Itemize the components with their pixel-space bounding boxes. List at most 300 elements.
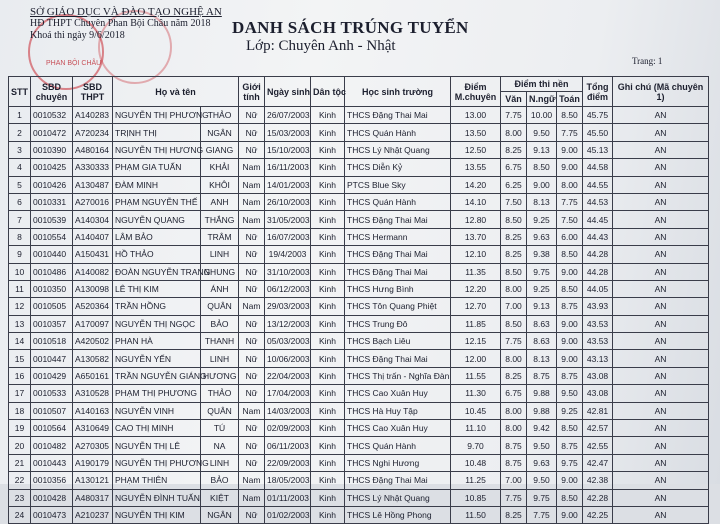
row-van: 7.75	[501, 333, 527, 350]
row-diem-chuyen: 11.50	[451, 506, 501, 523]
row-ethnic: Kinh	[311, 472, 345, 489]
row-van: 8.25	[501, 367, 527, 384]
row-stt: 18	[9, 402, 31, 419]
row-school: THCS Lý Nhật Quang	[345, 141, 451, 158]
row-first-name: THANH	[201, 333, 239, 350]
row-last-name: HỒ THẢO	[113, 246, 201, 263]
row-toan: 9.00	[557, 315, 583, 332]
table-row	[9, 420, 709, 437]
row-ngoai-ngu: 9.75	[527, 263, 557, 280]
table-row	[9, 333, 709, 350]
row-diem-chuyen: 12.10	[451, 246, 501, 263]
results-table	[8, 76, 709, 524]
row-ethnic: Kinh	[311, 107, 345, 124]
row-stt: 10	[9, 263, 31, 280]
row-gender: Nam	[239, 211, 265, 228]
row-stt: 20	[9, 437, 31, 454]
row-dob: 31/10/2003	[265, 263, 311, 280]
row-ethnic: Kinh	[311, 280, 345, 297]
row-gender: Nữ	[239, 385, 265, 402]
row-sbd-thpt: A130582	[73, 350, 113, 367]
row-sbd-chuyen: 0010539	[31, 211, 73, 228]
row-sbd-thpt: A720234	[73, 124, 113, 141]
row-last-name: NGUYỄN THỊ PHƯƠNG	[113, 454, 201, 471]
row-first-name: LINH	[201, 454, 239, 471]
row-sbd-thpt: A140163	[73, 402, 113, 419]
table-row	[9, 298, 709, 315]
row-last-name: NGUYỄN QUANG	[113, 211, 201, 228]
row-note: AN	[613, 228, 709, 245]
row-sbd-thpt: A140283	[73, 107, 113, 124]
header-toan: Toán	[557, 92, 583, 107]
header-van: Văn	[501, 92, 527, 107]
row-toan: 9.00	[557, 333, 583, 350]
row-ethnic: Kinh	[311, 333, 345, 350]
row-stt: 3	[9, 141, 31, 158]
row-first-name: KHÔI	[201, 176, 239, 193]
row-diem-chuyen: 13.70	[451, 228, 501, 245]
row-dob: 26/10/2003	[265, 193, 311, 210]
header-ethnic: Dân tộc	[311, 77, 345, 107]
row-ethnic: Kinh	[311, 454, 345, 471]
row-first-name: NGÂN	[201, 124, 239, 141]
row-diem-chuyen: 11.35	[451, 263, 501, 280]
row-toan: 8.50	[557, 420, 583, 437]
row-toan: 9.00	[557, 159, 583, 176]
header-diem-thi-nen: Điểm thi nền	[501, 77, 583, 92]
row-gender: Nam	[239, 298, 265, 315]
row-note: AN	[613, 385, 709, 402]
row-stt: 4	[9, 159, 31, 176]
row-tong: 42.81	[583, 402, 613, 419]
table-row	[9, 124, 709, 141]
row-toan: 7.75	[557, 193, 583, 210]
row-sbd-chuyen: 0010447	[31, 350, 73, 367]
row-van: 8.25	[501, 506, 527, 523]
row-school: THCS Lê Hồng Phong	[345, 506, 451, 523]
table-row	[9, 246, 709, 263]
row-gender: Nam	[239, 159, 265, 176]
row-dob: 13/12/2003	[265, 315, 311, 332]
row-note: AN	[613, 367, 709, 384]
row-sbd-chuyen: 0010554	[31, 228, 73, 245]
row-diem-chuyen: 12.70	[451, 298, 501, 315]
department-name: SỞ GIÁO DỤC VÀ ĐÀO TẠO NGHỆ AN	[30, 6, 222, 18]
row-dob: 15/03/2003	[265, 124, 311, 141]
row-diem-chuyen: 10.45	[451, 402, 501, 419]
row-sbd-thpt: A210237	[73, 506, 113, 523]
row-diem-chuyen: 12.15	[451, 333, 501, 350]
row-dob: 18/05/2003	[265, 472, 311, 489]
row-sbd-thpt: A330333	[73, 159, 113, 176]
row-sbd-thpt: A140407	[73, 228, 113, 245]
row-sbd-chuyen: 0010518	[31, 333, 73, 350]
row-first-name: QUÂN	[201, 402, 239, 419]
table-row	[9, 402, 709, 419]
row-gender: Nữ	[239, 280, 265, 297]
row-note: AN	[613, 333, 709, 350]
row-note: AN	[613, 263, 709, 280]
row-dob: 19/4/2003	[265, 246, 311, 263]
row-ngoai-ngu: 9.25	[527, 211, 557, 228]
row-school: THCS Quán Hành	[345, 437, 451, 454]
row-dob: 02/09/2003	[265, 420, 311, 437]
row-ethnic: Kinh	[311, 176, 345, 193]
table-row	[9, 263, 709, 280]
row-school: THCS Diễn Kỷ	[345, 159, 451, 176]
row-school: THCS Đặng Thai Mai	[345, 350, 451, 367]
row-note: AN	[613, 124, 709, 141]
row-gender: Nữ	[239, 246, 265, 263]
table-row	[9, 350, 709, 367]
row-gender: Nam	[239, 489, 265, 506]
row-note: AN	[613, 159, 709, 176]
row-note: AN	[613, 315, 709, 332]
row-last-name: LÊ THỊ KIM	[113, 280, 201, 297]
row-note: AN	[613, 402, 709, 419]
header-note: Ghi chú (Mã chuyên 1)	[613, 77, 709, 107]
row-van: 8.25	[501, 141, 527, 158]
row-note: AN	[613, 437, 709, 454]
row-note: AN	[613, 420, 709, 437]
row-toan: 6.00	[557, 228, 583, 245]
row-first-name: GIANG	[201, 141, 239, 158]
row-ngoai-ngu: 9.88	[527, 385, 557, 402]
row-ngoai-ngu: 8.63	[527, 315, 557, 332]
row-ethnic: Kinh	[311, 211, 345, 228]
row-sbd-thpt: A150431	[73, 246, 113, 263]
row-dob: 14/03/2003	[265, 402, 311, 419]
header-sbd-chuyen: SBD chuyên	[31, 77, 73, 107]
row-gender: Nữ	[239, 107, 265, 124]
row-tong: 44.28	[583, 263, 613, 280]
table-row	[9, 489, 709, 506]
row-van: 8.50	[501, 315, 527, 332]
row-ngoai-ngu: 7.75	[527, 506, 557, 523]
row-toan: 8.50	[557, 246, 583, 263]
row-dob: 06/12/2003	[265, 280, 311, 297]
row-van: 8.00	[501, 280, 527, 297]
row-ethnic: Kinh	[311, 246, 345, 263]
row-last-name: PHẠM THIÊN	[113, 472, 201, 489]
row-toan: 9.00	[557, 141, 583, 158]
row-tong: 43.13	[583, 350, 613, 367]
row-van: 8.25	[501, 228, 527, 245]
row-first-name: NGÂN	[201, 506, 239, 523]
row-diem-chuyen: 11.85	[451, 315, 501, 332]
row-first-name: BẢO	[201, 315, 239, 332]
row-school: PTCS Blue Sky	[345, 176, 451, 193]
table-row	[9, 141, 709, 158]
row-gender: Nam	[239, 176, 265, 193]
row-ethnic: Kinh	[311, 298, 345, 315]
table-row	[9, 159, 709, 176]
row-sbd-thpt: A140082	[73, 263, 113, 280]
row-ethnic: Kinh	[311, 350, 345, 367]
row-sbd-chuyen: 0010533	[31, 385, 73, 402]
table-row	[9, 437, 709, 454]
row-ngoai-ngu: 9.13	[527, 298, 557, 315]
table-row	[9, 228, 709, 245]
row-sbd-thpt: A270016	[73, 193, 113, 210]
row-last-name: NGUYỄN VINH	[113, 402, 201, 419]
row-sbd-chuyen: 0010472	[31, 124, 73, 141]
row-ngoai-ngu: 9.25	[527, 280, 557, 297]
row-sbd-thpt: A520364	[73, 298, 113, 315]
row-ngoai-ngu: 8.13	[527, 193, 557, 210]
row-last-name: NGUYỄN THỊ KIM	[113, 506, 201, 523]
row-last-name: TRỊNH THỊ	[113, 124, 201, 141]
row-school: THCS Đặng Thai Mai	[345, 211, 451, 228]
row-diem-chuyen: 14.10	[451, 193, 501, 210]
row-sbd-chuyen: 0010429	[31, 367, 73, 384]
row-gender: Nữ	[239, 420, 265, 437]
row-school: THCS Đặng Thai Mai	[345, 263, 451, 280]
row-toan: 8.00	[557, 176, 583, 193]
row-tong: 44.53	[583, 193, 613, 210]
row-diem-chuyen: 13.00	[451, 107, 501, 124]
row-gender: Nam	[239, 472, 265, 489]
row-ethnic: Kinh	[311, 437, 345, 454]
row-ngoai-ngu: 8.13	[527, 350, 557, 367]
row-note: AN	[613, 176, 709, 193]
row-tong: 42.57	[583, 420, 613, 437]
row-toan: 9.75	[557, 454, 583, 471]
row-toan: 8.75	[557, 367, 583, 384]
row-school: THCS Nghi Hương	[345, 454, 451, 471]
row-dob: 31/05/2003	[265, 211, 311, 228]
table-row	[9, 107, 709, 124]
row-school: THCS Thị trấn - Nghĩa Đàn	[345, 367, 451, 384]
row-dob: 26/07/2003	[265, 107, 311, 124]
row-tong: 43.08	[583, 367, 613, 384]
row-sbd-chuyen: 0010426	[31, 176, 73, 193]
row-stt: 7	[9, 211, 31, 228]
row-van: 8.75	[501, 437, 527, 454]
row-gender: Nữ	[239, 228, 265, 245]
row-school: THCS Cao Xuân Huy	[345, 385, 451, 402]
row-note: AN	[613, 193, 709, 210]
row-ngoai-ngu: 9.13	[527, 141, 557, 158]
row-tong: 44.43	[583, 228, 613, 245]
header-ngoai-ngu: N.ngữ	[527, 92, 557, 107]
class-subtitle: Lớp: Chuyên Anh - Nhật	[246, 38, 396, 54]
row-stt: 2	[9, 124, 31, 141]
exam-date: Khoá thi ngày 9/6/2018	[30, 30, 125, 41]
row-van: 8.00	[501, 124, 527, 141]
row-diem-chuyen: 14.20	[451, 176, 501, 193]
row-first-name: NHUNG	[201, 263, 239, 280]
row-stt: 17	[9, 385, 31, 402]
row-diem-chuyen: 11.55	[451, 367, 501, 384]
table-row	[9, 193, 709, 210]
row-ngoai-ngu: 9.00	[527, 176, 557, 193]
row-note: AN	[613, 141, 709, 158]
row-ngoai-ngu: 9.88	[527, 402, 557, 419]
row-sbd-thpt: A480317	[73, 489, 113, 506]
row-sbd-thpt: A420502	[73, 333, 113, 350]
document-header	[30, 6, 222, 42]
row-dob: 29/03/2003	[265, 298, 311, 315]
table-row	[9, 211, 709, 228]
row-sbd-chuyen: 0010443	[31, 454, 73, 471]
row-toan: 8.75	[557, 437, 583, 454]
row-stt: 11	[9, 280, 31, 297]
row-toan: 8.50	[557, 489, 583, 506]
row-gender: Nữ	[239, 315, 265, 332]
row-ethnic: Kinh	[311, 402, 345, 419]
row-stt: 9	[9, 246, 31, 263]
row-tong: 42.38	[583, 472, 613, 489]
row-first-name: HƯƠNG	[201, 367, 239, 384]
row-van: 6.75	[501, 159, 527, 176]
row-ngoai-ngu: 9.42	[527, 420, 557, 437]
row-stt: 1	[9, 107, 31, 124]
row-tong: 43.08	[583, 385, 613, 402]
row-sbd-chuyen: 0010532	[31, 107, 73, 124]
row-stt: 23	[9, 489, 31, 506]
row-tong: 43.93	[583, 298, 613, 315]
row-sbd-chuyen: 0010473	[31, 506, 73, 523]
row-school: THCS Đặng Thai Mai	[345, 472, 451, 489]
row-sbd-chuyen: 0010440	[31, 246, 73, 263]
row-ethnic: Kinh	[311, 315, 345, 332]
row-last-name: CAO THỊ MINH	[113, 420, 201, 437]
row-last-name: LÂM BẢO	[113, 228, 201, 245]
row-ethnic: Kinh	[311, 506, 345, 523]
row-first-name: ÁNH	[201, 280, 239, 297]
row-dob: 06/11/2003	[265, 437, 311, 454]
row-stt: 24	[9, 506, 31, 523]
row-tong: 43.53	[583, 315, 613, 332]
table-row	[9, 176, 709, 193]
row-tong: 42.25	[583, 506, 613, 523]
row-last-name: NGUYỄN THỊ NGỌC	[113, 315, 201, 332]
council-name: HĐ THPT Chuyên Phan Bội Châu năm 2018	[30, 18, 211, 29]
header-diem-chuyen: Điểm M.chuyên	[451, 77, 501, 107]
row-diem-chuyen: 11.10	[451, 420, 501, 437]
row-school: THCS Hà Huy Tập	[345, 402, 451, 419]
row-first-name: THẢO	[201, 385, 239, 402]
row-ethnic: Kinh	[311, 141, 345, 158]
row-note: AN	[613, 472, 709, 489]
row-ethnic: Kinh	[311, 263, 345, 280]
row-sbd-thpt: A270305	[73, 437, 113, 454]
row-toan: 9.00	[557, 263, 583, 280]
row-school: THCS Bạch Liêu	[345, 333, 451, 350]
row-gender: Nữ	[239, 350, 265, 367]
row-school: THCS Quán Hành	[345, 193, 451, 210]
header-school: Học sinh trường	[345, 77, 451, 107]
row-toan: 9.25	[557, 402, 583, 419]
row-gender: Nữ	[239, 437, 265, 454]
row-stt: 6	[9, 193, 31, 210]
row-tong: 45.50	[583, 124, 613, 141]
row-ethnic: Kinh	[311, 420, 345, 437]
row-toan: 9.50	[557, 385, 583, 402]
row-last-name: NGUYỄN ĐÌNH TUẤN	[113, 489, 201, 506]
row-sbd-thpt: A650161	[73, 367, 113, 384]
row-sbd-chuyen: 0010390	[31, 141, 73, 158]
row-ngoai-ngu: 9.63	[527, 228, 557, 245]
row-dob: 01/11/2003	[265, 489, 311, 506]
row-first-name: TRÂM	[201, 228, 239, 245]
row-school: THCS Cao Xuân Huy	[345, 420, 451, 437]
row-diem-chuyen: 9.70	[451, 437, 501, 454]
row-gender: Nữ	[239, 367, 265, 384]
row-last-name: ĐÀM MINH	[113, 176, 201, 193]
row-gender: Nam	[239, 193, 265, 210]
row-note: AN	[613, 506, 709, 523]
row-diem-chuyen: 10.85	[451, 489, 501, 506]
row-ngoai-ngu: 8.75	[527, 367, 557, 384]
row-dob: 05/03/2003	[265, 333, 311, 350]
row-school: THCS Hưng Bình	[345, 280, 451, 297]
row-tong: 43.53	[583, 333, 613, 350]
row-sbd-chuyen: 0010428	[31, 489, 73, 506]
row-tong: 42.55	[583, 437, 613, 454]
header-name: Họ và tên	[113, 77, 239, 107]
row-sbd-thpt: A130121	[73, 472, 113, 489]
row-dob: 01/02/2003	[265, 506, 311, 523]
stamp-text: PHAN BỘI CHÂU	[46, 60, 102, 67]
row-last-name: NGUYỄN THỊ HƯƠNG	[113, 141, 201, 158]
row-diem-chuyen: 12.00	[451, 350, 501, 367]
row-first-name: BẢO	[201, 472, 239, 489]
row-gender: Nữ	[239, 506, 265, 523]
row-stt: 21	[9, 454, 31, 471]
row-note: AN	[613, 211, 709, 228]
row-ethnic: Kinh	[311, 124, 345, 141]
row-diem-chuyen: 12.50	[451, 141, 501, 158]
row-sbd-thpt: A130098	[73, 280, 113, 297]
row-note: AN	[613, 350, 709, 367]
row-stt: 5	[9, 176, 31, 193]
row-sbd-chuyen: 0010357	[31, 315, 73, 332]
row-stt: 15	[9, 350, 31, 367]
row-sbd-chuyen: 0010486	[31, 263, 73, 280]
row-dob: 16/07/2003	[265, 228, 311, 245]
row-dob: 15/10/2003	[265, 141, 311, 158]
table-row	[9, 454, 709, 471]
row-gender: Nữ	[239, 333, 265, 350]
row-school: THCS Lý Nhật Quang	[345, 489, 451, 506]
row-first-name: THẢO	[201, 107, 239, 124]
row-ngoai-ngu: 8.63	[527, 333, 557, 350]
row-van: 7.75	[501, 107, 527, 124]
row-van: 8.50	[501, 211, 527, 228]
row-note: AN	[613, 280, 709, 297]
row-toan: 7.75	[557, 124, 583, 141]
row-ngoai-ngu: 9.63	[527, 454, 557, 471]
row-last-name: NGUYỄN THỊ PHƯƠNG	[113, 107, 201, 124]
row-tong: 44.55	[583, 176, 613, 193]
row-first-name: KHẢI	[201, 159, 239, 176]
row-van: 6.25	[501, 176, 527, 193]
row-school: THCS Quán Hành	[345, 124, 451, 141]
row-first-name: LINH	[201, 350, 239, 367]
row-last-name: PHẠM NGUYỄN THẾ	[113, 193, 201, 210]
row-van: 8.25	[501, 246, 527, 263]
header-sbd-thpt: SBD THPT	[73, 77, 113, 107]
row-last-name: PHẠM GIA TUẤN	[113, 159, 201, 176]
row-last-name: NGUYỄN YẾN	[113, 350, 201, 367]
row-school: THCS Trung Đô	[345, 315, 451, 332]
row-school: THCS Tôn Quang Phiệt	[345, 298, 451, 315]
row-note: AN	[613, 489, 709, 506]
row-sbd-chuyen: 0010507	[31, 402, 73, 419]
row-last-name: PHẠM THỊ PHƯƠNG	[113, 385, 201, 402]
